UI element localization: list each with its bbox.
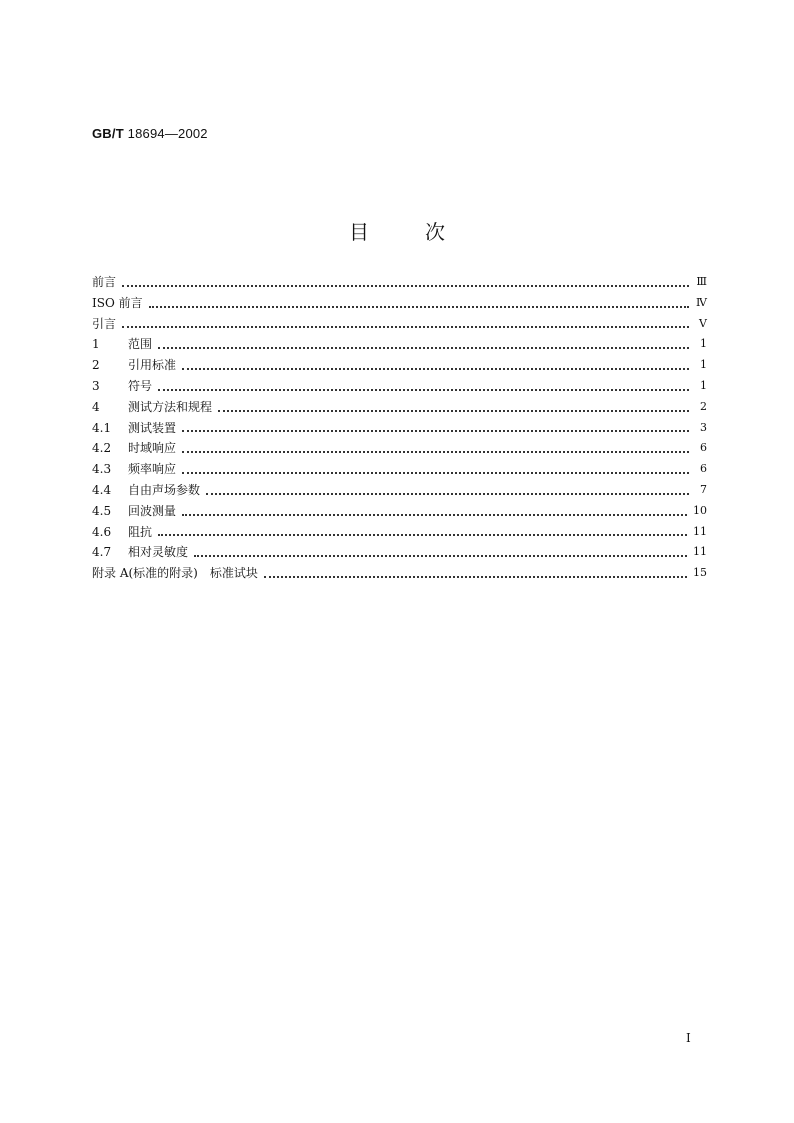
toc-entry-page: 6 — [700, 462, 707, 476]
toc-entry-number: 4.5 — [92, 503, 112, 518]
toc-entry-label: 附录 A(标准的附录) 标准试块 — [92, 566, 258, 581]
toc-entry-time-response[interactable] — [92, 438, 707, 459]
toc-entry-page: 3 — [700, 420, 707, 434]
toc-entry-page: 1 — [700, 378, 707, 392]
page-number: I — [686, 1031, 691, 1045]
toc-entry-page: Ⅳ — [696, 295, 707, 309]
toc-entry-test-setup[interactable] — [92, 418, 707, 439]
toc-entry-number: 4.6 — [92, 524, 112, 539]
toc-dot-leader — [182, 429, 689, 432]
toc-entry-annex-a[interactable] — [92, 563, 707, 584]
toc-entry-foreword[interactable] — [92, 272, 707, 293]
toc-entry-label: 范围 — [128, 337, 153, 352]
toc-entry-page: 11 — [693, 545, 707, 559]
toc-entry-number: 4.7 — [92, 545, 112, 560]
toc-entry-page: 1 — [700, 358, 707, 372]
toc-dot-leader — [158, 533, 687, 536]
toc-entry-free-field-parameters[interactable] — [92, 480, 707, 501]
toc-entry-iso-foreword[interactable] — [92, 293, 707, 314]
toc-dot-leader — [194, 554, 687, 557]
toc-entry-page: 15 — [693, 566, 707, 580]
toc-entry-page: 6 — [700, 441, 707, 455]
toc-entry-scope[interactable] — [92, 334, 707, 355]
toc-dot-leader — [182, 367, 689, 370]
toc-dot-leader — [158, 388, 689, 391]
toc-title: 目次 — [349, 220, 501, 244]
toc-dot-leader — [182, 471, 689, 474]
toc-entry-symbols[interactable] — [92, 376, 707, 397]
toc-dot-leader — [206, 492, 689, 495]
toc-dot-leader — [122, 325, 689, 328]
toc-entry-page: 1 — [700, 337, 707, 351]
toc-entry-introduction[interactable] — [92, 314, 707, 335]
toc-entry-frequency-response[interactable] — [92, 459, 707, 480]
toc-entry-label: 阻抗 — [128, 524, 153, 539]
toc-entry-normative-references[interactable] — [92, 355, 707, 376]
toc-entry-number: 2 — [92, 358, 100, 373]
toc-entry-echo-measurement[interactable] — [92, 501, 707, 522]
toc-entry-label: 引言 — [92, 316, 117, 331]
toc-entry-label: 自由声场参数 — [128, 482, 201, 497]
toc-entry-label: ISO 前言 — [92, 295, 143, 310]
toc-entry-page: Ⅴ — [699, 316, 707, 330]
toc-entry-number: 4.2 — [92, 441, 112, 456]
toc-entry-number: 4 — [92, 399, 100, 414]
table-of-contents — [92, 272, 707, 584]
toc-entry-number: 3 — [92, 378, 100, 393]
toc-dot-leader — [182, 513, 687, 516]
toc-dot-leader — [218, 409, 689, 412]
toc-entry-page: 2 — [700, 399, 707, 413]
toc-entry-number: 4.3 — [92, 462, 112, 477]
toc-entry-label: 相对灵敏度 — [128, 545, 189, 560]
toc-entry-impedance[interactable] — [92, 522, 707, 543]
standard-number: 18694—2002 — [127, 126, 208, 141]
toc-entry-label: 测试装置 — [128, 420, 177, 435]
toc-dot-leader — [264, 575, 687, 578]
toc-entry-label: 时域响应 — [128, 441, 177, 456]
toc-entry-label: 符号 — [128, 378, 153, 393]
toc-entry-number: 1 — [92, 337, 100, 352]
toc-entry-relative-sensitivity[interactable] — [92, 542, 707, 563]
toc-dot-leader — [122, 284, 689, 287]
toc-entry-number: 4.1 — [92, 420, 112, 435]
toc-entry-label: 频率响应 — [128, 462, 177, 477]
toc-entry-page: 10 — [693, 503, 707, 517]
standard-prefix: GB/T — [92, 126, 124, 141]
toc-entry-label: 测试方法和规程 — [128, 399, 213, 414]
toc-entry-test-methods[interactable] — [92, 397, 707, 418]
toc-entry-number: 4.4 — [92, 482, 112, 497]
toc-entry-page: 7 — [700, 482, 707, 496]
standard-code — [92, 126, 208, 141]
toc-entry-label: 引用标准 — [128, 358, 177, 373]
toc-entry-page: Ⅲ — [696, 275, 707, 288]
toc-entry-page: 11 — [693, 524, 707, 538]
toc-dot-leader — [182, 450, 689, 453]
toc-dot-leader — [149, 305, 689, 308]
toc-entry-label: 前言 — [92, 275, 117, 289]
toc-dot-leader — [158, 346, 689, 349]
toc-entry-label: 回波测量 — [128, 503, 177, 518]
